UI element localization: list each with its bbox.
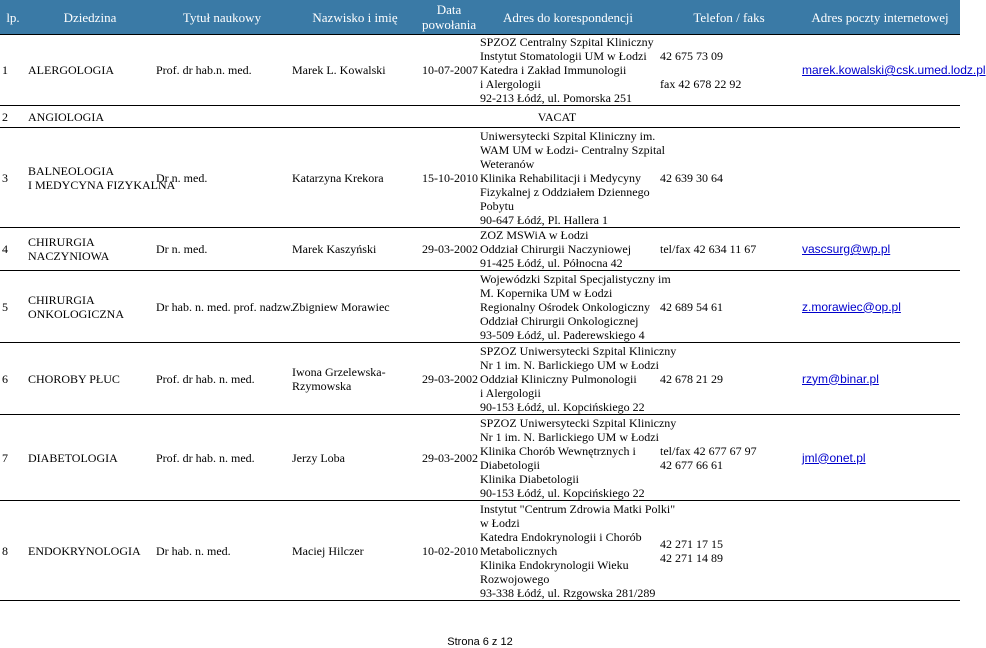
academic-title: Prof. dr hab. n. med. [154,415,290,501]
academic-title: Prof. dr hab. n. med. [154,343,290,415]
field: BALNEOLOGIA I MEDYCYNA FIZYKALNA [26,128,154,228]
email-link[interactable]: jml@onet.pl [800,415,960,501]
email-link[interactable] [800,501,960,601]
row-number: 8 [0,501,26,601]
header-lp: lp. [0,0,26,35]
table-row [0,271,960,343]
table-row [0,415,960,501]
appointment-date: 15-10-2010 [420,128,478,228]
phone: 42 271 17 15 42 271 14 89 [658,501,800,601]
academic-title: Dr n. med. [154,228,290,271]
table-row [0,106,960,128]
appointment-date: 10-07-2007 [420,35,478,106]
row-number: 5 [0,271,26,343]
row-number: 1 [0,35,26,106]
header-field: Dziedzina [26,0,154,35]
email-link[interactable] [800,128,960,228]
row-number: 3 [0,128,26,228]
appointment-date: 29-03-2002 [420,228,478,271]
header-email: Adres poczty internetowej [800,0,960,35]
header-name: Nazwisko i imię [290,0,420,35]
row-number: 4 [0,228,26,271]
address: Uniwersytecki Szpital Kliniczny im. WAM UM w Łodzi- Centralny Szpital Weteranów Klinika Rehabilitacji i Medycyny Fizykalnej z Oddziałem Dziennego Pobytu 90-647 Łódź, Pl. Hallera 1 [480,128,665,227]
table-row [0,343,960,415]
phone: tel/fax 42 634 11 67 [658,228,800,271]
row-number: 6 [0,343,26,415]
email-link[interactable]: z.morawiec@op.pl [800,271,960,343]
field: ANGIOLOGIA [26,106,154,128]
phone: 42 675 73 09 fax 42 678 22 92 [658,35,800,106]
field: CHIRURGIA NACZYNIOWA [26,228,154,271]
appointment-date [420,271,478,343]
page-footer: Strona 6 z 12 [447,636,513,648]
table-row [0,35,960,106]
phone: 42 689 54 61 [658,271,800,343]
field: CHOROBY PŁUC [26,343,154,415]
email-link[interactable]: marek.kowalski@csk.umed.lodz.pl [800,35,960,106]
phone: tel/fax 42 677 67 97 42 677 66 61 [658,415,800,501]
field: DIABETOLOGIA [26,415,154,501]
phone: 42 639 30 64 [658,128,800,228]
header-row [0,0,960,35]
email-link[interactable]: rzym@binar.pl [800,343,960,415]
field: CHIRURGIA ONKOLOGICZNA [26,271,154,343]
appointment-date: 29-03-2002 [420,415,478,501]
person-name: Maciej Hilczer [290,501,420,601]
address: SPZOZ Uniwersytecki Szpital Kliniczny Nr 1 im. N. Barlickiego UM w Łodzi Oddział Kliniczny Pulmonologii i Alergologii 90-153 Łódź, ul. Kopcińskiego 22 [480,343,677,414]
person-name: Marek Kaszyński [290,228,420,271]
vacat-label: VACAT [154,106,960,128]
person-name: Jerzy Loba [290,415,420,501]
table-row [0,228,960,271]
academic-title: Prof. dr hab.n. med. [154,35,290,106]
phone: 42 678 21 29 [658,343,800,415]
table-row [0,128,960,228]
appointment-date: 29-03-2002 [420,343,478,415]
address: SPZOZ Uniwersytecki Szpital Kliniczny Nr 1 im. N. Barlickiego UM w Łodzi Klinika Chorób Wewnętrznych i Diabetologii Klinika Diabetologii 90-153 Łódź, ul. Kopcińskiego 22 [480,415,677,500]
header-date: Data powołania [420,0,478,35]
address: SPZOZ Centralny Szpital Kliniczny Instytut Stomatologii UM w Łodzi Katedra i Zakład Immunologii i Alergologii 92-213 Łódź, ul. Pomorska 251 [478,35,658,106]
table-row [0,501,960,601]
address: ZOZ MSWiA w Łodzi Oddział Chirurgii Naczyniowej 91-425 Łódź, ul. Północna 42 [478,228,658,271]
row-number: 2 [0,106,26,128]
address: Instytut "Centrum Zdrowia Matki Polki" w Łodzi Katedra Endokrynologii i Chorób Metabolicznych Klinika Endokrynologii Wieku Rozwojowego 93-338 Łódź, ul. Rzgowska 281/289 [480,501,676,600]
academic-title: Dr hab. n. med. prof. nadzw. [154,271,290,343]
academic-title: Dr hab. n. med. [154,501,290,601]
header-phone: Telefon / faks [658,0,800,35]
academic-title: Dr n. med. [154,128,290,228]
person-name: Marek L. Kowalski [290,35,420,106]
field: ALERGOLOGIA [26,35,154,106]
person-name: Katarzyna Krekora [290,128,420,228]
row-number: 7 [0,415,26,501]
appointment-date: 10-02-2010 [420,501,478,601]
address: Wojewódzki Szpital Specjalistyczny im M. Kopernika UM w Łodzi Regionalny Ośrodek Onkologiczny Oddział Chirurgii Onkologicznej 93-509 Łódź, ul. Paderewskiego 4 [480,271,671,342]
header-address: Adres do korespondencji [478,0,658,35]
header-title: Tytuł naukowy [154,0,290,35]
person-name: Iwona Grzelewska- Rzymowska [290,343,420,415]
email-link[interactable]: vascsurg@wp.pl [800,228,960,271]
person-name: Zbigniew Morawiec [290,271,420,343]
field: ENDOKRYNOLOGIA [26,501,154,601]
